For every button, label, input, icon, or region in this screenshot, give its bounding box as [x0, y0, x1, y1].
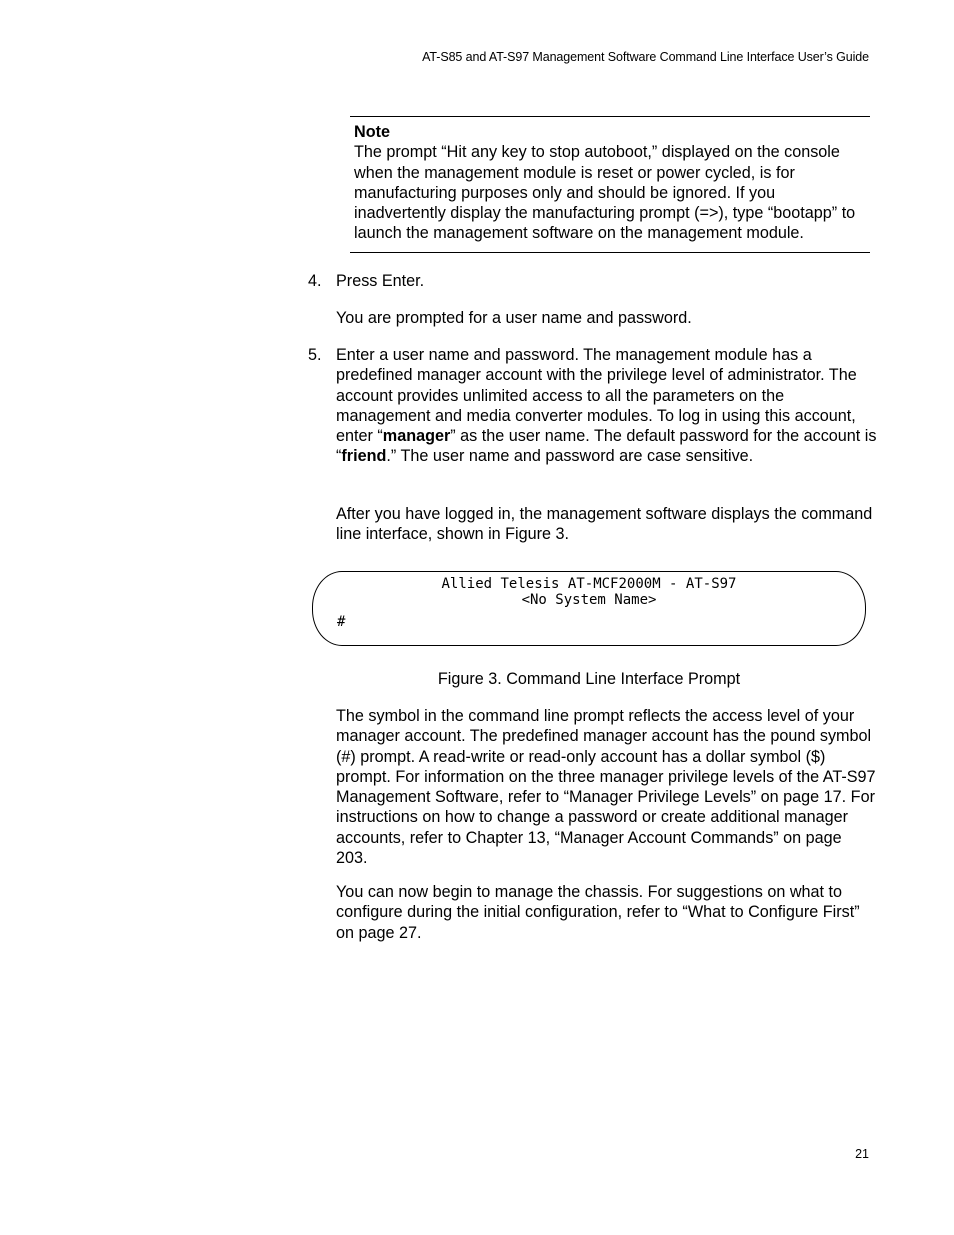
figure-caption: Figure 3. Command Line Interface Prompt — [437, 670, 741, 688]
cli-prompt-figure — [312, 571, 866, 646]
step-number: 5. — [308, 346, 322, 364]
cli-banner-line: Allied Telesis AT-MCF2000M - AT-S97 — [441, 576, 737, 592]
cli-prompt-symbol: # — [337, 614, 346, 630]
step-text-part: ” as the user name. The default password for the account is “ — [336, 427, 877, 466]
username-manager: manager — [382, 427, 451, 446]
running-header: AT-S85 and AT-S97 Management Software Command Line Interface User’s Guide — [422, 50, 869, 64]
step-4 — [308, 271, 878, 291]
cli-system-name-line: <No System Name> — [521, 592, 657, 608]
step-text: Press Enter. — [336, 272, 425, 290]
paragraph-prompted: You are prompted for a user name and password. — [336, 309, 692, 327]
paragraph-begin: You can now begin to manage the chassis. For suggestions on what to configure during the initial configuration, refer to “What to Configure First” on page 27. — [336, 883, 860, 942]
note-body: The prompt “Hit any key to stop autoboot,” displayed on the console when the management module is reset or power cycled, is for manufacturing purposes only and should be ignored. If you inadvertently display the manufacturing prompt (=>), type “bootapp” to launch the management software on the management module. — [354, 143, 856, 243]
step-text — [336, 345, 878, 467]
page-number: 21 — [855, 1147, 869, 1161]
paragraph-after-login: After you have logged in, the management software displays the command line interface, shown in Figure 3. — [336, 505, 873, 544]
note-box — [350, 116, 870, 253]
paragraph-symbol: The symbol in the command line prompt reflects the access level of your manager account. The predefined manager account has the pound symbol (#) prompt. A read-write or read-only account has a dollar symbol ($) prompt. For information on the three manager privilege levels of the AT-S97 Management Software, refer to “Manager Privilege Levels” on page 17. For instructions on how to change a password or create additional manager accounts, refer to Chapter 13, “Manager Account Commands” on page 203. — [336, 707, 876, 868]
step-text-part: .” The user name and password are case sensitive. — [386, 447, 754, 466]
step-number: 4. — [308, 272, 322, 290]
password-friend: friend — [341, 447, 387, 466]
note-title: Note — [354, 123, 390, 141]
step-5 — [308, 345, 878, 467]
step-text-part: Enter a user name and password. The management module has a predefined manager account with the privilege level of administrator. The account provides unlimited access to all the parameters on the management and media converter modules. To log in using this account, enter “ — [336, 346, 857, 446]
